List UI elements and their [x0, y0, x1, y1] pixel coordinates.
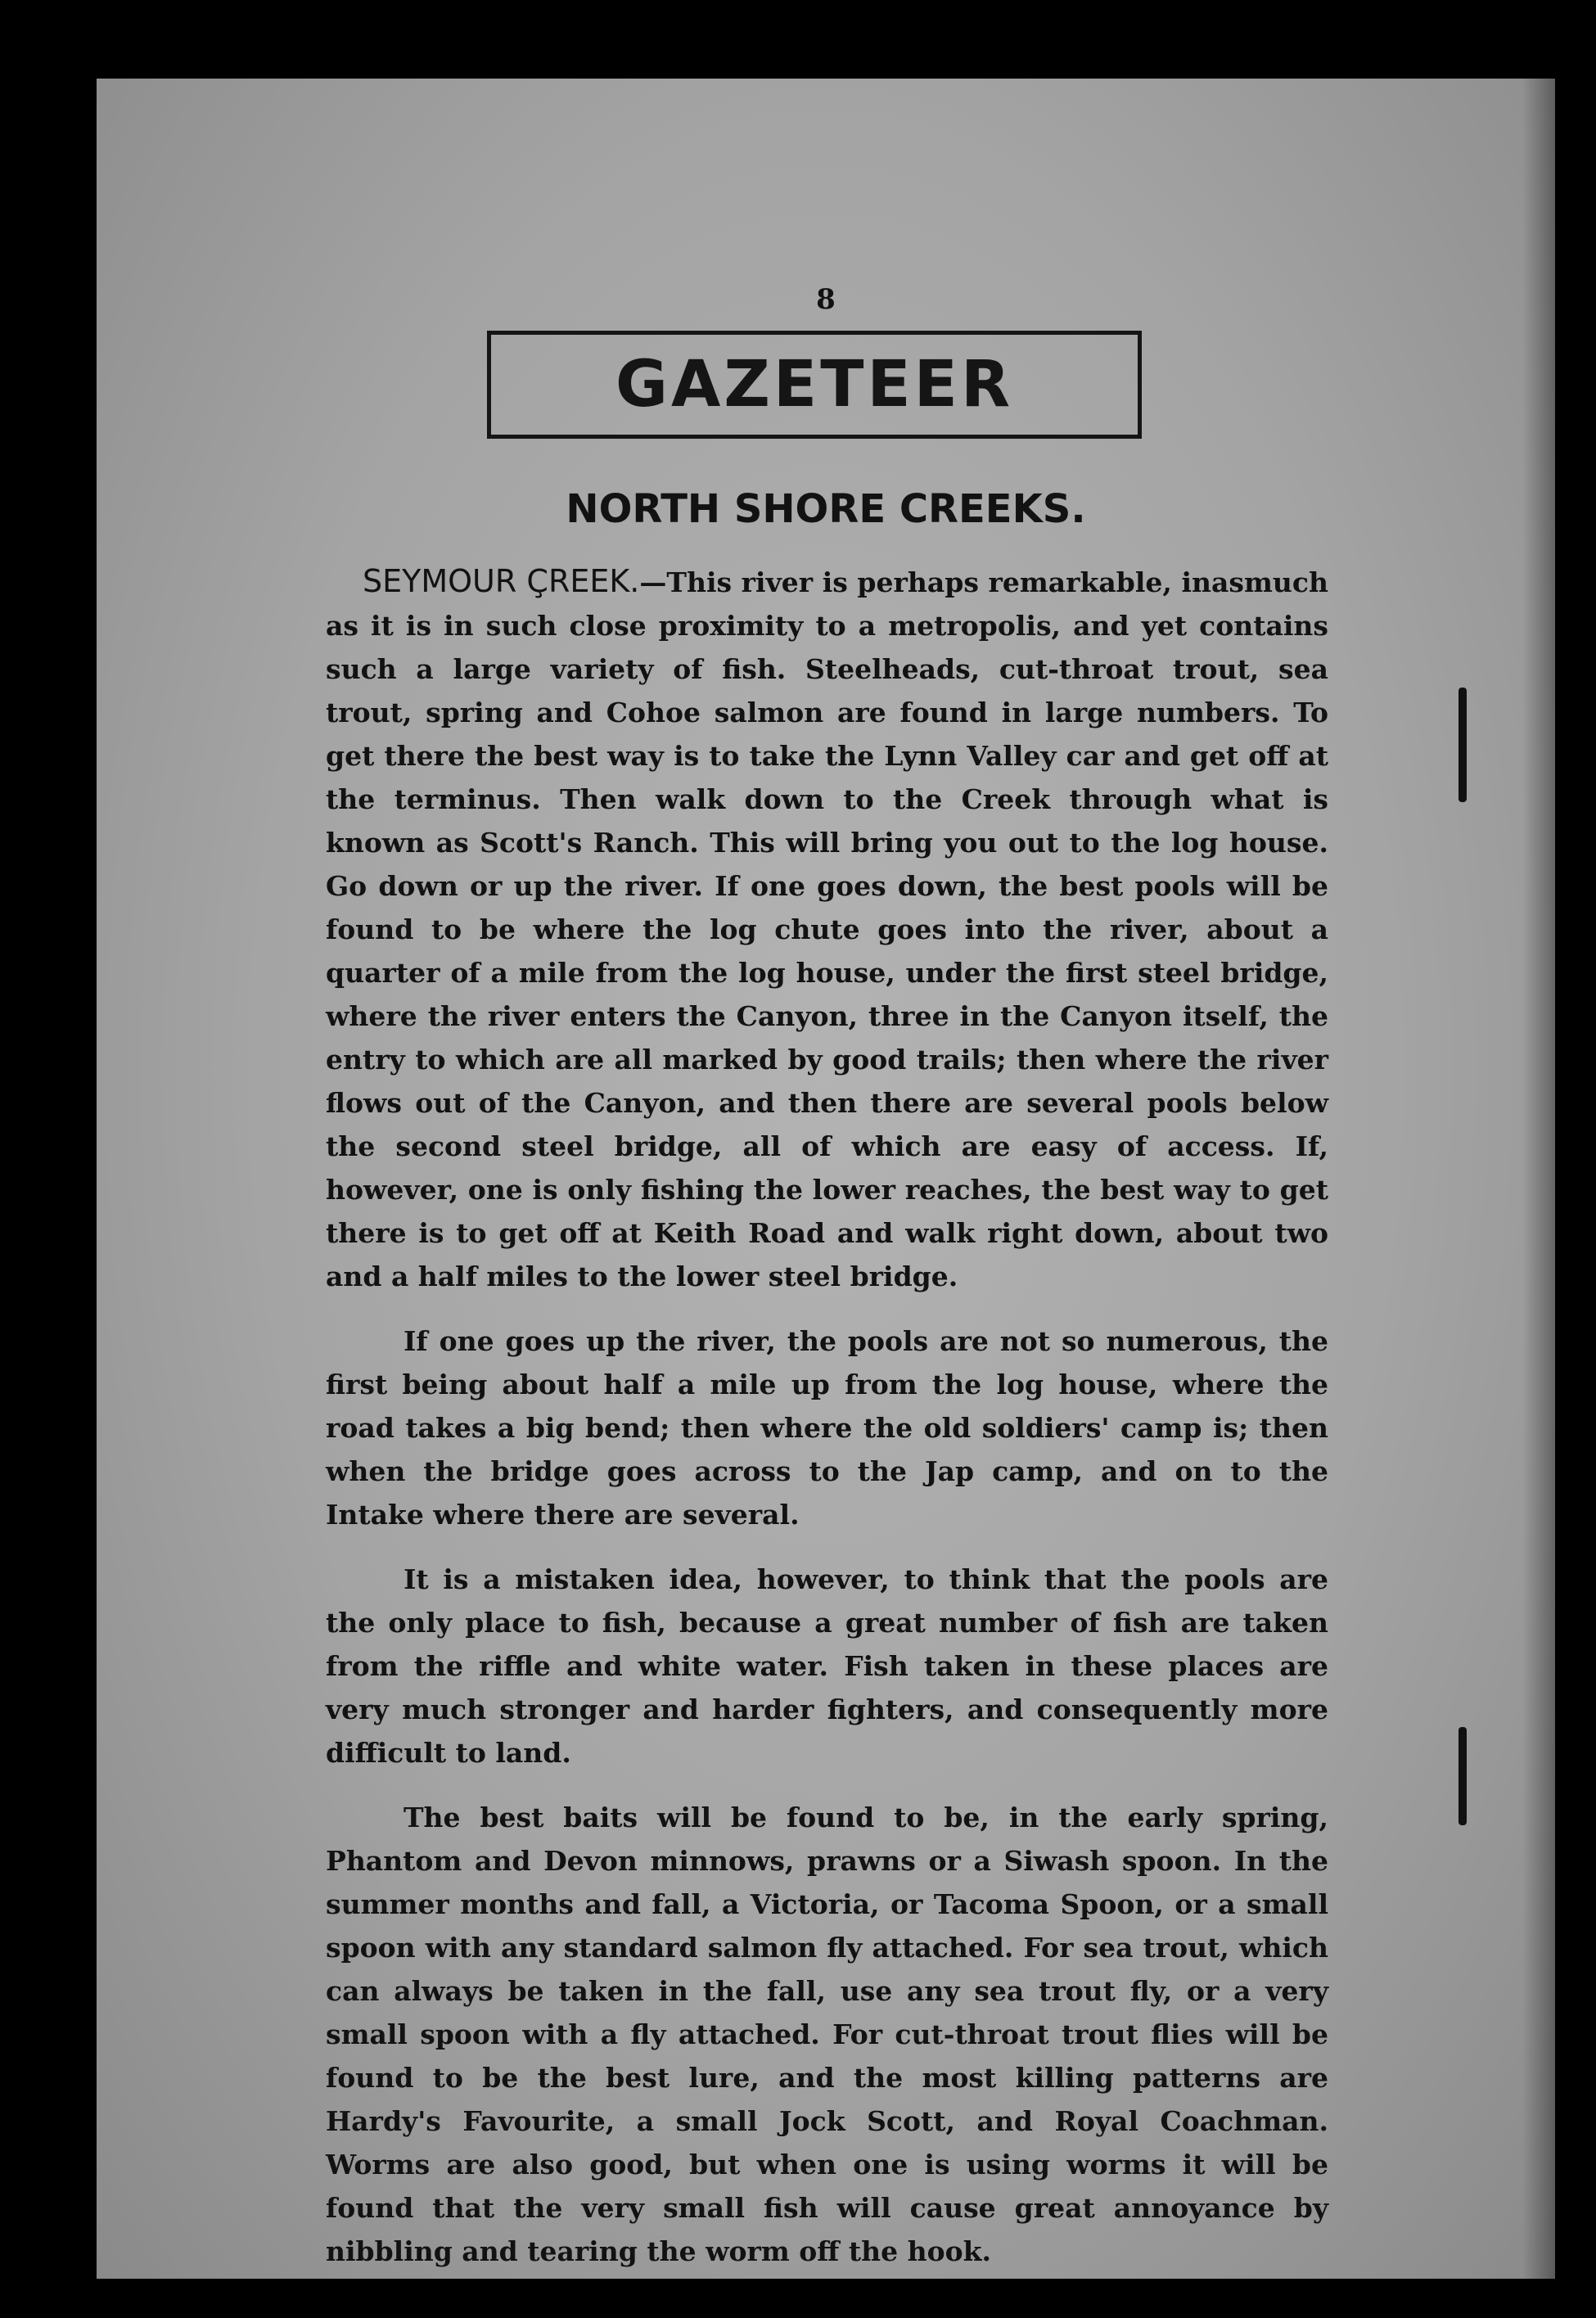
- paragraph: [326, 1319, 1328, 1536]
- paragraph: [326, 1796, 1328, 2273]
- paragraph-text: It is a mistaken idea, however, to think that the pools are the only place to fish, because a great number of fish are taken from the riffle and white water. Fish taken in these places are very much stronger and harder fighters, and consequently more difficult to land.: [326, 1563, 1328, 1769]
- paragraph-lead-in: SEYMOUR ÇREEK.: [363, 563, 640, 599]
- body-text: [326, 560, 1328, 2279]
- paragraph-text: The best baits will be found to be, in the early spring, Phantom and Devon minnows, prawns or a Siwash spoon. In the summer months and fall, a Victoria, or Tacoma Spoon, or a small spoon with any standard salmon fly attached. For sea trout, which can always be taken in the fall, use any sea trout fly, or a very small spoon with a fly attached. For cut-throat trout flies will be found to be the best lure, and the most killing patterns are Hardy's Favourite, a small Jock Scott, and Royal Coachman. Worms are also good, but when one is using worms it will be found that the very small fish will cause great annoyance by nibbling and tearing the worm off the hook.: [326, 1802, 1328, 2267]
- title-box: [487, 331, 1142, 439]
- paragraph: [326, 1558, 1328, 1775]
- paragraph-text: If one goes up the river, the pools are not so numerous, the first being about half a mile up from the log house, where the road takes a big bend; then where the old soldiers' camp is; then when the bridge goes across to the Jap camp, and on to the Intake where there are several.: [326, 1325, 1328, 1531]
- binding-mark: [1458, 688, 1467, 802]
- section-heading: NORTH SHORE CREEKS.: [566, 486, 1086, 532]
- page-number: 8: [816, 283, 836, 316]
- page-shadow: [1522, 79, 1555, 2279]
- page-title: GAZETEER: [615, 348, 1014, 422]
- book-page: [97, 79, 1555, 2279]
- paragraph: [326, 560, 1328, 1298]
- paragraph-text: —This river is perhaps remarkable, inasmuch as it is in such close proximity to a metropolis, and yet contains such a large variety of fish. Steelheads, cut-throat trout, sea trout, spring and Cohoe salmon are found in large numbers. To get there the best way is to take the Lynn Valley car and get off at the terminus. Then walk down to the Creek through what is known as Scott's Ranch. This will bring you out to the log house. Go down or up the river. If one goes down, the best pools will be found to be where the log chute goes into the river, about a quarter of a mile from the log house, under the first steel bridge, where the river enters the Canyon, three in the Canyon itself, the entry to which are all marked by good trails; then where the river flows out of the Canyon, and then there are several pools below the second steel bridge, all of which are easy of access. If, however, one is only fishing the lower reaches, the best way to get there is to get off at Keith Road and walk right down, about two and a half miles to the lower steel bridge.: [326, 566, 1328, 1292]
- binding-mark: [1458, 1727, 1467, 1825]
